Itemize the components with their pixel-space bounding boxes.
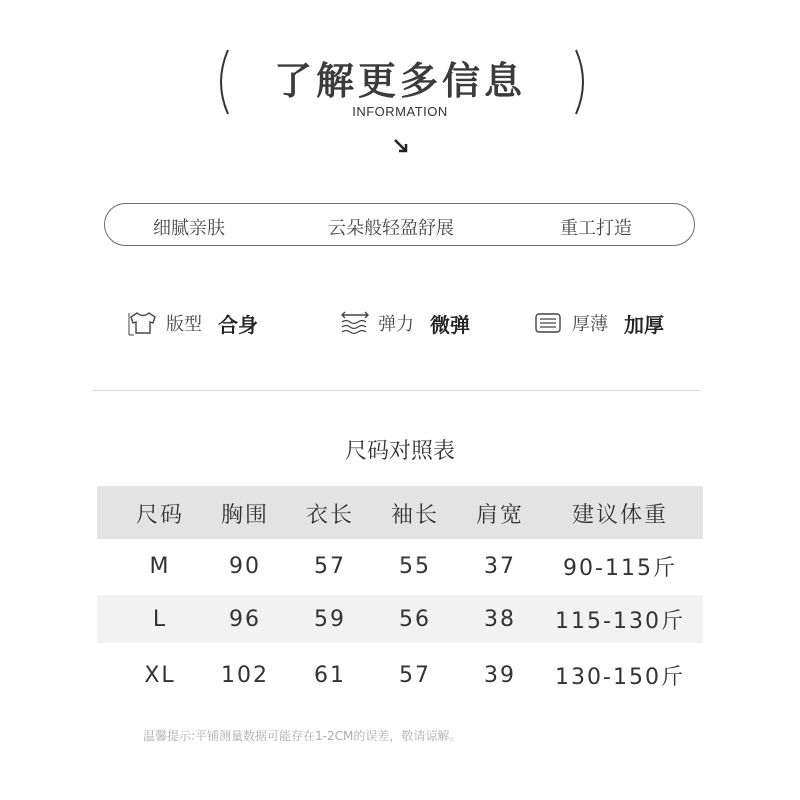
table-cell: 56 <box>399 606 431 632</box>
size-chart-title: 尺码对照表 <box>344 439 455 464</box>
measurement-note: 温馨提示:平铺测量数据可能存在1-2CM的误差，敬请谅解。 <box>143 729 462 743</box>
table-cell: 59 <box>314 606 346 632</box>
attribute-thickness <box>534 308 664 338</box>
table-cell: 37 <box>484 553 516 579</box>
page-subtitle: INFORMATION <box>352 104 448 119</box>
arrow-down-right-icon <box>392 137 410 155</box>
table-header-cell: 衣长 <box>305 502 354 528</box>
table-cell: 90 <box>229 553 261 579</box>
table-cell: 61 <box>314 662 346 688</box>
table-cell: 55 <box>399 553 431 579</box>
table-header-cell: 胸围 <box>220 502 269 528</box>
table-row <box>97 648 703 702</box>
table-cell: 38 <box>484 606 516 632</box>
table-row <box>97 595 703 643</box>
feature-item: 云朵般轻盈舒展 <box>328 218 454 239</box>
table-header-cell: 袖长 <box>390 502 439 528</box>
table-header-cell: 建议体重 <box>571 502 668 528</box>
attribute-value: 微弹 <box>430 312 470 337</box>
section-divider <box>93 390 700 391</box>
attribute-label: 厚薄 <box>572 314 608 335</box>
table-cell: 115-130斤 <box>555 608 685 634</box>
table-cell: 130-150斤 <box>555 664 685 690</box>
table-header-cell: 肩宽 <box>475 502 524 528</box>
table-cell: 96 <box>229 606 261 632</box>
page-title: 了解更多信息 <box>273 59 526 103</box>
feature-bar <box>104 203 695 246</box>
table-cell: M <box>149 553 171 579</box>
table-row <box>97 539 703 593</box>
table-header-cell: 尺码 <box>135 502 184 528</box>
attribute-value: 合身 <box>218 312 258 337</box>
thickness-icon <box>534 310 564 336</box>
attribute-stretch <box>340 308 470 338</box>
table-header-row <box>97 486 703 540</box>
attribute-label: 弹力 <box>378 314 414 335</box>
table-cell: 57 <box>314 553 346 579</box>
table-cell: 90-115斤 <box>563 555 677 581</box>
table-cell: 57 <box>399 662 431 688</box>
attribute-label: 版型 <box>166 314 202 335</box>
table-cell: 102 <box>221 662 269 688</box>
table-cell: 39 <box>484 662 516 688</box>
attribute-value: 加厚 <box>624 312 664 337</box>
table-cell: XL <box>144 662 176 688</box>
table-cell: L <box>152 606 168 632</box>
attribute-fit <box>128 308 258 338</box>
stretch-icon <box>340 310 370 336</box>
feature-item: 细腻亲肤 <box>153 218 225 239</box>
tshirt-icon <box>128 310 158 336</box>
feature-item: 重工打造 <box>560 218 632 239</box>
